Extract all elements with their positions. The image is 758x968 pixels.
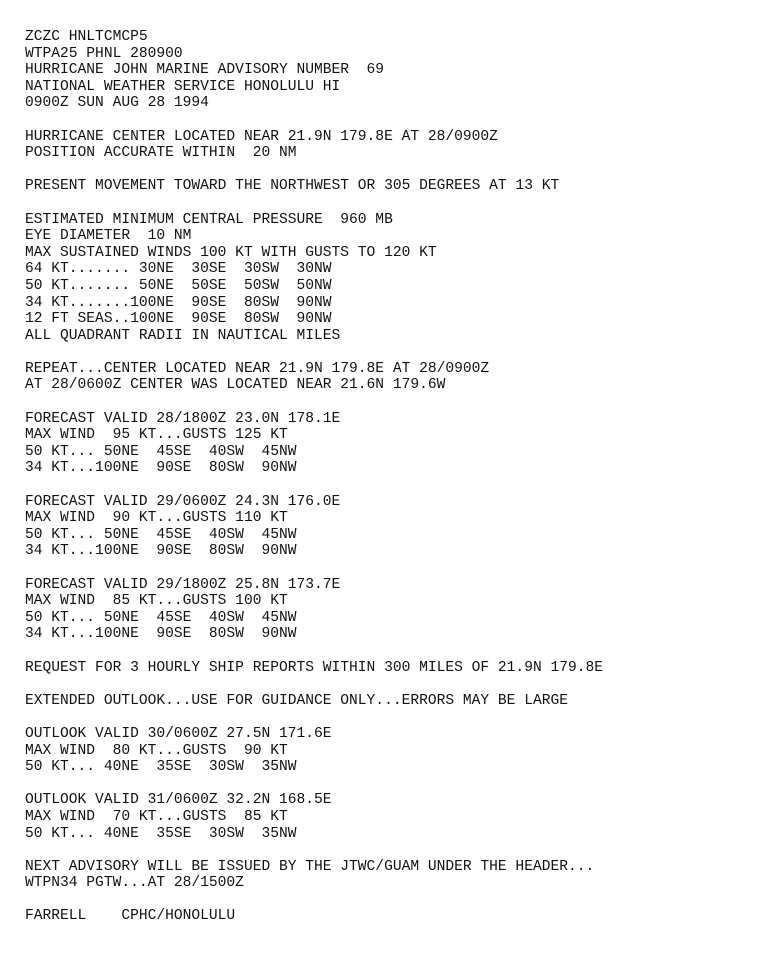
advisory-line: 50 KT... 40NE 35SE 30SW 35NW	[25, 825, 297, 842]
advisory-line: MAX WIND 85 KT...GUSTS 100 KT	[25, 593, 288, 610]
advisory-line: ALL QUADRANT RADII IN NAUTICAL MILES	[25, 327, 341, 344]
advisory-line: 50 KT... 40NE 35SE 30SW 35NW	[25, 759, 297, 776]
extended-outlook-block	[25, 693, 745, 710]
advisory-line: HURRICANE CENTER LOCATED NEAR 21.9N 179.8E AT 28/0900Z	[25, 128, 498, 145]
advisory-document	[25, 29, 745, 942]
advisory-line: EXTENDED OUTLOOK...USE FOR GUIDANCE ONLY...ERRORS MAY BE LARGE	[25, 692, 568, 709]
advisory-line: 50 KT... 50NE 45SE 40SW 45NW	[25, 443, 297, 460]
advisory-line: WTPA25 PHNL 280900	[25, 45, 183, 62]
advisory-line: OUTLOOK VALID 31/0600Z 32.2N 168.5E	[25, 792, 332, 809]
outlook-31-0600z-block	[25, 792, 745, 842]
advisory-line: OUTLOOK VALID 30/0600Z 27.5N 171.6E	[25, 725, 332, 742]
advisory-line: MAX WIND 80 KT...GUSTS 90 KT	[25, 742, 288, 759]
outlook-30-0600z-block	[25, 726, 745, 776]
advisory-line: 34 KT.......100NE 90SE 80SW 90NW	[25, 294, 332, 311]
advisory-line: POSITION ACCURATE WITHIN 20 NM	[25, 145, 297, 162]
advisory-line: ESTIMATED MINIMUM CENTRAL PRESSURE 960 MB	[25, 211, 393, 228]
next-advisory-block	[25, 859, 745, 892]
ship-request-block	[25, 660, 745, 677]
advisory-line: 34 KT...100NE 90SE 80SW 90NW	[25, 543, 297, 560]
advisory-line: NATIONAL WEATHER SERVICE HONOLULU HI	[25, 78, 341, 95]
intensity-block	[25, 212, 745, 345]
forecast-29-1800z-block	[25, 577, 745, 643]
advisory-line: NEXT ADVISORY WILL BE ISSUED BY THE JTWC/GUAM UNDER THE HEADER...	[25, 858, 595, 875]
advisory-line: MAX WIND 70 KT...GUSTS 85 KT	[25, 808, 288, 825]
signature-block	[25, 908, 745, 925]
advisory-line: 50 KT... 50NE 45SE 40SW 45NW	[25, 609, 297, 626]
forecast-29-0600z-block	[25, 494, 745, 560]
advisory-line: 0900Z SUN AUG 28 1994	[25, 95, 209, 112]
center-location-block	[25, 129, 745, 162]
advisory-line: PRESENT MOVEMENT TOWARD THE NORTHWEST OR 305 DEGREES AT 13 KT	[25, 178, 560, 195]
advisory-line: FORECAST VALID 29/0600Z 24.3N 176.0E	[25, 493, 341, 510]
advisory-line: EYE DIAMETER 10 NM	[25, 228, 192, 245]
advisory-line: 50 KT... 50NE 45SE 40SW 45NW	[25, 526, 297, 543]
advisory-line: WTPN34 PGTW...AT 28/1500Z	[25, 875, 244, 892]
advisory-line: FORECAST VALID 29/1800Z 25.8N 173.7E	[25, 576, 341, 593]
advisory-line: MAX WIND 95 KT...GUSTS 125 KT	[25, 427, 288, 444]
advisory-line: 34 KT...100NE 90SE 80SW 90NW	[25, 460, 297, 477]
advisory-line: HURRICANE JOHN MARINE ADVISORY NUMBER 69	[25, 62, 385, 79]
advisory-line: 34 KT...100NE 90SE 80SW 90NW	[25, 626, 297, 643]
advisory-line: ZCZC HNLTCMCP5	[25, 29, 148, 45]
header-block	[25, 29, 745, 112]
advisory-line: FORECAST VALID 28/1800Z 23.0N 178.1E	[25, 410, 341, 427]
present-movement-block	[25, 178, 745, 195]
repeat-block	[25, 361, 745, 394]
advisory-line: 64 KT....... 30NE 30SE 30SW 30NW	[25, 261, 332, 278]
advisory-line: FARRELL CPHC/HONOLULU	[25, 908, 236, 925]
advisory-line: MAX WIND 90 KT...GUSTS 110 KT	[25, 510, 288, 527]
advisory-line: MAX SUSTAINED WINDS 100 KT WITH GUSTS TO 120 KT	[25, 244, 437, 261]
advisory-line: REQUEST FOR 3 HOURLY SHIP REPORTS WITHIN 300 MILES OF 21.9N 179.8E	[25, 659, 604, 676]
advisory-line: AT 28/0600Z CENTER WAS LOCATED NEAR 21.6N 179.6W	[25, 377, 446, 394]
forecast-28-1800z-block	[25, 411, 745, 477]
advisory-line: 50 KT....... 50NE 50SE 50SW 50NW	[25, 277, 332, 294]
advisory-line: REPEAT...CENTER LOCATED NEAR 21.9N 179.8E AT 28/0900Z	[25, 360, 490, 377]
advisory-line: 12 FT SEAS..100NE 90SE 80SW 90NW	[25, 311, 332, 328]
